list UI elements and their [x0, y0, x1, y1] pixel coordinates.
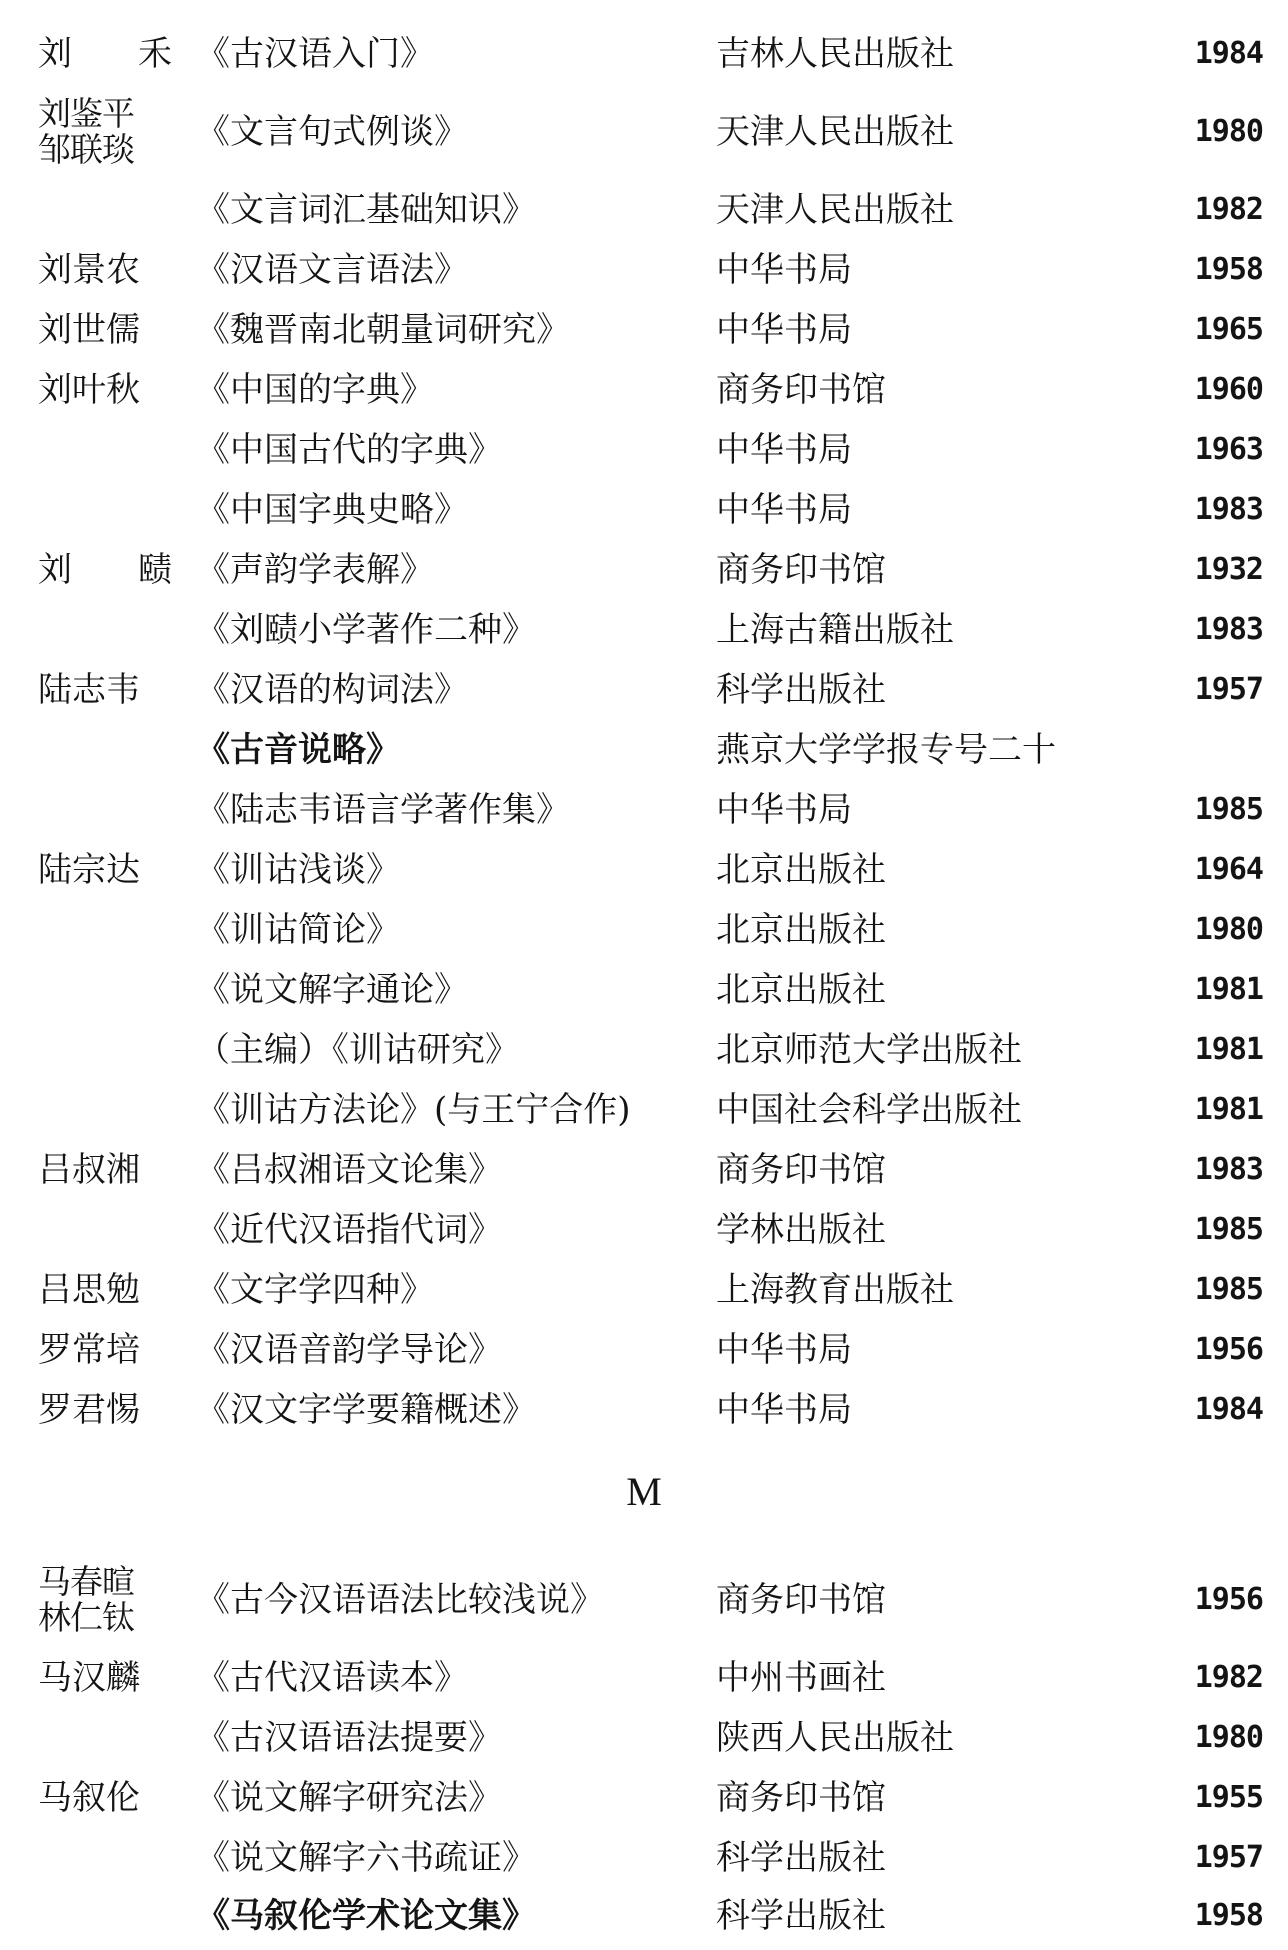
entry-author: 马春暄 林仁钛: [38, 1562, 134, 1637]
entry-publisher: 中华书局: [716, 490, 852, 530]
entry-title: 《文言句式例谈》: [196, 112, 468, 152]
entry-publisher: 北京师范大学出版社: [716, 1030, 1022, 1070]
entry-publisher: 商务印书馆: [716, 1150, 886, 1190]
entry-year: 1985: [1194, 1212, 1263, 1247]
entry-row: [0, 360, 1288, 420]
entry-row: [0, 1380, 1288, 1440]
entry-title: 《训诂方法论》(与王宁合作): [196, 1090, 631, 1130]
entry-title: 《说文解字通论》: [196, 970, 468, 1010]
entry-row: [0, 1320, 1288, 1380]
entry-author: 刘景农: [38, 250, 140, 290]
entry-title: 《说文解字研究法》: [196, 1778, 502, 1818]
entry-year: 1958: [1194, 1898, 1263, 1933]
entry-title: 《中国字典史略》: [196, 490, 468, 530]
entry-year: 1984: [1194, 1392, 1263, 1427]
entry-publisher: 中国社会科学出版社: [716, 1090, 1022, 1130]
entry-publisher: 北京出版社: [716, 970, 886, 1010]
entry-row: [0, 600, 1288, 660]
entry-row: [0, 94, 1288, 169]
entry-year: 1984: [1194, 36, 1263, 71]
entry-publisher: 中州书画社: [716, 1658, 886, 1698]
entry-publisher: 中华书局: [716, 310, 852, 350]
entry-row: [0, 1020, 1288, 1080]
entry-author: 罗常培: [38, 1330, 140, 1370]
entry-publisher: 科学出版社: [716, 670, 886, 710]
entry-row: [0, 720, 1288, 780]
entry-row: [0, 1080, 1288, 1140]
entry-year: 1958: [1194, 252, 1263, 287]
entry-year: 1956: [1194, 1332, 1263, 1367]
entry-year: 1964: [1194, 852, 1263, 887]
entry-title: 《汉语文言语法》: [196, 250, 468, 290]
entry-title: 《马叙伦学术论文集》: [196, 1896, 536, 1936]
entry-publisher: 陕西人民出版社: [716, 1718, 954, 1758]
entry-author: 马叙伦: [38, 1778, 140, 1818]
section-letter-heading: M: [626, 1469, 662, 1514]
entry-title: 《近代汉语指代词》: [196, 1210, 502, 1250]
entry-row: [0, 1562, 1288, 1637]
entry-row: [0, 1648, 1288, 1708]
entry-year: 1963: [1194, 432, 1263, 467]
entry-publisher: 中华书局: [716, 1330, 852, 1370]
entry-title: 《古今汉语语法比较浅说》: [196, 1580, 604, 1620]
entry-row: [0, 900, 1288, 960]
entry-row: [0, 1140, 1288, 1200]
entry-year: 1932: [1194, 552, 1263, 587]
entry-year: 1983: [1194, 1152, 1263, 1187]
entry-row: [0, 240, 1288, 300]
entry-publisher: 天津人民出版社: [716, 112, 954, 152]
entry-title: 《汉文字学要籍概述》: [196, 1390, 536, 1430]
entry-title: 《说文解字六书疏证》: [196, 1838, 536, 1878]
entry-row: [0, 300, 1288, 360]
entry-row: [0, 1768, 1288, 1828]
entry-year: 1981: [1194, 972, 1263, 1007]
entry-year: 1982: [1194, 192, 1263, 227]
entry-year: 1980: [1194, 912, 1263, 947]
entry-publisher: 科学出版社: [716, 1838, 886, 1878]
entry-title: 《中国古代的字典》: [196, 430, 502, 470]
entry-title: 《刘赜小学著作二种》: [196, 610, 536, 650]
entry-title: 《训诂简论》: [196, 910, 400, 950]
entry-author: 马汉麟: [38, 1658, 140, 1698]
entry-publisher: 商务印书馆: [716, 1580, 886, 1620]
entry-row: [0, 24, 1288, 84]
entry-author: 罗君惕: [38, 1390, 140, 1430]
entry-title: 《声韵学表解》: [196, 550, 434, 590]
entry-title: 《古代汉语读本》: [196, 1658, 468, 1698]
entry-author: 刘叶秋: [38, 370, 140, 410]
entry-title: 《文字学四种》: [196, 1270, 434, 1310]
entry-row: [0, 1886, 1288, 1946]
entry-year: 1980: [1194, 114, 1263, 149]
entry-year: 1956: [1194, 1582, 1263, 1617]
entry-title: 《汉语的构词法》: [196, 670, 468, 710]
entry-year: 1983: [1194, 492, 1263, 527]
entry-publisher: 吉林人民出版社: [716, 34, 954, 74]
entry-title: 《中国的字典》: [196, 370, 434, 410]
entry-publisher: 上海教育出版社: [716, 1270, 954, 1310]
entry-row: [0, 1828, 1288, 1888]
entry-publisher: 北京出版社: [716, 910, 886, 950]
entry-year: 1960: [1194, 372, 1263, 407]
entry-publisher: 商务印书馆: [716, 550, 886, 590]
entry-row: [0, 840, 1288, 900]
entry-title: 《陆志韦语言学著作集》: [196, 790, 570, 830]
entry-title: 《古音说略》: [196, 730, 400, 770]
entry-row: [0, 1200, 1288, 1260]
entry-author: 刘 禾: [38, 34, 188, 74]
entry-year: 1957: [1194, 672, 1263, 707]
entry-row: [0, 180, 1288, 240]
entry-year: 1980: [1194, 1720, 1263, 1755]
entry-publisher: 中华书局: [716, 790, 852, 830]
entry-title: 《吕叔湘语文论集》: [196, 1150, 502, 1190]
entry-publisher: 北京出版社: [716, 850, 886, 890]
entry-row: [0, 1260, 1288, 1320]
entry-row: [0, 780, 1288, 840]
entry-year: 1965: [1194, 312, 1263, 347]
entry-author: 刘世儒: [38, 310, 140, 350]
entry-publisher: 燕京大学学报专号二十: [716, 730, 1056, 770]
entry-publisher: 中华书局: [716, 430, 852, 470]
entry-year: 1982: [1194, 1660, 1263, 1695]
entry-year: 1985: [1194, 1272, 1263, 1307]
entry-publisher: 中华书局: [716, 250, 852, 290]
entry-row: [0, 480, 1288, 540]
entry-year: 1981: [1194, 1032, 1263, 1067]
entry-author: 吕叔湘: [38, 1150, 140, 1190]
entry-author: 吕思勉: [38, 1270, 140, 1310]
entry-publisher: 天津人民出版社: [716, 190, 954, 230]
entry-title: 《古汉语入门》: [196, 34, 434, 74]
entry-year: 1955: [1194, 1780, 1263, 1815]
entry-publisher: 上海古籍出版社: [716, 610, 954, 650]
entry-row: [0, 420, 1288, 480]
entry-title: 《训诂浅谈》: [196, 850, 400, 890]
entry-row: [0, 1708, 1288, 1768]
entry-author: 刘鉴平 邹联琰: [38, 94, 134, 169]
entry-publisher: 科学出版社: [716, 1896, 886, 1936]
entry-author: 陆宗达: [38, 850, 140, 890]
entry-author: 陆志韦: [38, 670, 140, 710]
entry-row: [0, 540, 1288, 600]
entry-row: [0, 960, 1288, 1020]
entry-title: 《汉语音韵学导论》: [196, 1330, 502, 1370]
entry-year: 1985: [1194, 792, 1263, 827]
entry-publisher: 商务印书馆: [716, 370, 886, 410]
entry-title: 《魏晋南北朝量词研究》: [196, 310, 570, 350]
entry-year: 1981: [1194, 1092, 1263, 1127]
entry-publisher: 商务印书馆: [716, 1778, 886, 1818]
entry-author: 刘 赜: [38, 550, 188, 590]
entry-title: 《文言词汇基础知识》: [196, 190, 536, 230]
entry-year: 1983: [1194, 612, 1263, 647]
entry-row: [0, 660, 1288, 720]
entry-title: （主编）《训诂研究》: [196, 1030, 519, 1070]
entry-publisher: 中华书局: [716, 1390, 852, 1430]
entry-title: 《古汉语语法提要》: [196, 1718, 502, 1758]
entry-year: 1957: [1194, 1840, 1263, 1875]
entry-publisher: 学林出版社: [716, 1210, 886, 1250]
